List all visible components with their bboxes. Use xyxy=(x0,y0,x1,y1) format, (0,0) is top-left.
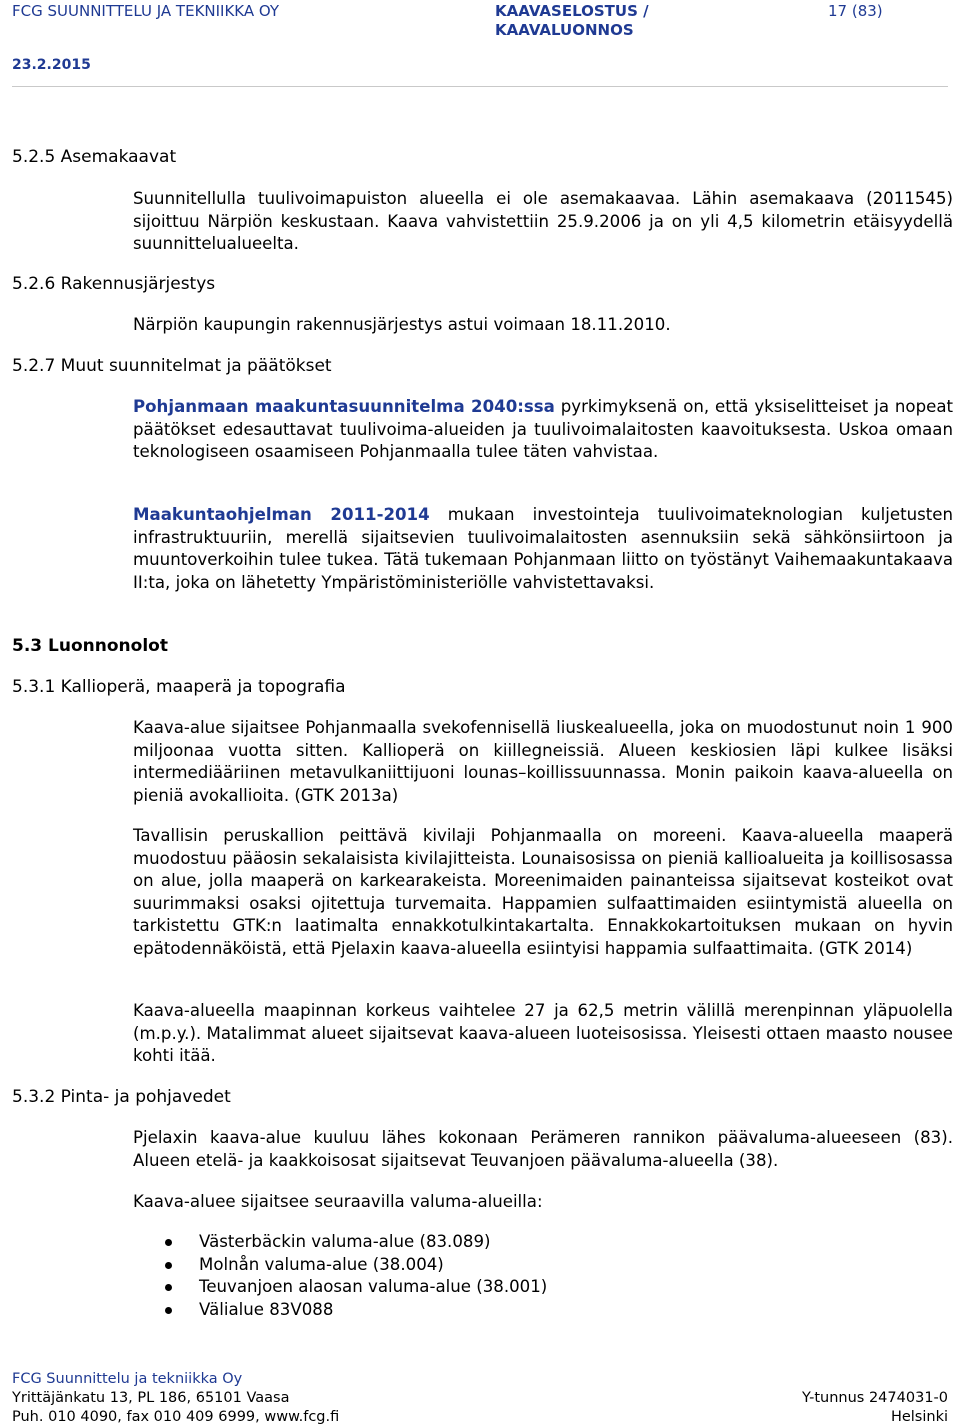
header-page-number: 17 (83) xyxy=(828,2,883,20)
bullet-icon xyxy=(165,1307,172,1314)
paragraph-5-3-1-3: Kaava-alueella maapinnan korkeus vaihtelee 27 ja 62,5 metrin välillä merenpinnan yläpuolella (m.p.y.). Matalimmat alueet sijaitsevat kaava-alueen luoteisosissa. Yleisesti ottaen maasto nousee kohti itää. xyxy=(133,1001,953,1065)
list-item: Välialue 83V088 xyxy=(133,1299,547,1322)
footer-company: FCG Suunnittelu ja tekniikka Oy xyxy=(12,1371,243,1387)
paragraph-5-2-7-2-text: mukaan investointeja tuulivoimateknologian kuljetusten infrastruktuuriin, merellä sijaitsevien tuulivoimalaitosten asennuksiin sekä sähkönsiirtoon ja muuntoverkoihin tulee tukea. Tätä tukemaan Pohjanmaan liitto on työstänyt Vaihemaakuntakaava II:ta, joka on lähetetty Ympäristöministeriölle vahvistettavaksi. xyxy=(133,505,953,592)
header-doc-title: KAAVASELOSTUS / KAAVALUONNOS xyxy=(495,2,649,39)
footer-address: Yrittäjänkatu 13, PL 186, 65101 Vaasa xyxy=(12,1390,290,1406)
paragraph-5-2-6: Närpiön kaupungin rakennusjärjestys astui voimaan 18.11.2010. xyxy=(133,315,671,334)
list-item: Västerbäckin valuma-alue (83.089) xyxy=(133,1231,547,1254)
heading-5-3-2: 5.3.2 Pinta- ja pohjavedet xyxy=(12,1087,231,1107)
heading-5-2-7: 5.2.7 Muut suunnitelmat ja päätökset xyxy=(12,356,332,376)
header-date: 23.2.2015 xyxy=(12,57,91,73)
paragraph-5-2-7-1-text: pyrkimyksenä on, että yksiselitteiset ja nopeat päätökset edesauttavat tuulivoima-alueiden ja tuulivoimalaitosten kaavoituksesta. Uskoa omaan teknologiseen osaamiseen Pohjanmaalla tulee täten vahvistaa. xyxy=(133,397,953,461)
list-item: Teuvanjoen alaosan valuma-alue (38.001) xyxy=(133,1276,547,1299)
footer-business-id: Y-tunnus 2474031-0 xyxy=(801,1390,948,1406)
list-item: Molnån valuma-alue (38.004) xyxy=(133,1254,547,1277)
paragraph-5-2-7-1 xyxy=(133,396,953,464)
header-divider xyxy=(12,86,948,87)
heading-5-2-6: 5.2.6 Rakennusjärjestys xyxy=(12,274,216,294)
paragraph-5-2-5: Suunnitellulla tuulivoimapuiston alueella ei ole asemakaavaa. Lähin asemakaava (2011545) sijoittuu Närpiön keskustaan. Kaava vahvistettiin 25.9.2006 ja on yli 4,5 kilometrin etäisyydellä suunnittelualueelta. xyxy=(133,189,953,253)
paragraph-5-3-2-1: Pjelaxin kaava-alue kuuluu lähes kokonaan Perämeren rannikon päävaluma-alueeseen (83). Alueen etelä- ja kaakkoisosat sijaitsevat Teuvanjoen päävaluma-alueella (38). xyxy=(133,1128,953,1170)
footer-contact: Puh. 010 4090, fax 010 409 6999, www.fcg.fi xyxy=(12,1409,340,1425)
heading-5-3-1: 5.3.1 Kallioperä, maaperä ja topografia xyxy=(12,677,346,697)
heading-5-3: 5.3 Luonnonolot xyxy=(12,636,168,656)
link-maakuntaohjelma: Maakuntaohjelman 2011-2014 xyxy=(133,505,430,524)
bullet-icon xyxy=(165,1284,172,1291)
paragraph-5-3-1-2: Tavallisin peruskallion peittävä kivilaji Pohjanmaalla on moreeni. Kaava-alueella maaperä muodostuu pääosin sekalaisista kivilajitteista. Lounaisosissa on pieniä kallioalueita ja koillisosassa on alue, jolla maaperä on karkearakeista. Moreenimaiden painanteissa sijaitsevat kosteikot ovat suurimmaksi osaksi ojitettuja turvemaita. Happamien sulfaattimaiden esiintymistä alueella on tarkistettu GTK:n laatimalta ennakkotulkintakartalta. Ennakkokartoituksen mukaan on hyvin epätodennäköistä, että Pjelaxin kaava-alueella esiintyisi happamia sulfaattimaita. (GTK 2014) xyxy=(133,826,953,958)
link-maakuntasuunnitelma: Pohjanmaan maakuntasuunnitelma 2040:ssa xyxy=(133,397,555,416)
header-company: FCG SUUNNITTELU JA TEKNIIKKA OY xyxy=(12,2,280,20)
bullet-icon xyxy=(165,1262,172,1269)
paragraph-5-3-1-1: Kaava-alue sijaitsee Pohjanmaalla svekofennisellä liuskealueella, joka on muodostunut noin 1 900 miljoonaa vuotta sitten. Kallioperä on kiillegneissiä. Alueen keskiosien läpi kulkee lisäksi intermediääriinen metavulkaniittijuoni lounas–koillissuunnassa. Monin paikoin kaava-alueella on pieniä avokallioita. (GTK 2013a) xyxy=(133,718,953,805)
heading-5-2-5: 5.2.5 Asemakaavat xyxy=(12,147,177,167)
paragraph-5-3-2-2: Kaava-aluee sijaitsee seuraavilla valuma-alueilla: xyxy=(133,1192,543,1211)
footer-city: Helsinki xyxy=(890,1409,948,1425)
bullet-icon xyxy=(165,1239,172,1246)
paragraph-5-2-7-2 xyxy=(133,504,953,594)
catchment-list xyxy=(133,1231,547,1321)
